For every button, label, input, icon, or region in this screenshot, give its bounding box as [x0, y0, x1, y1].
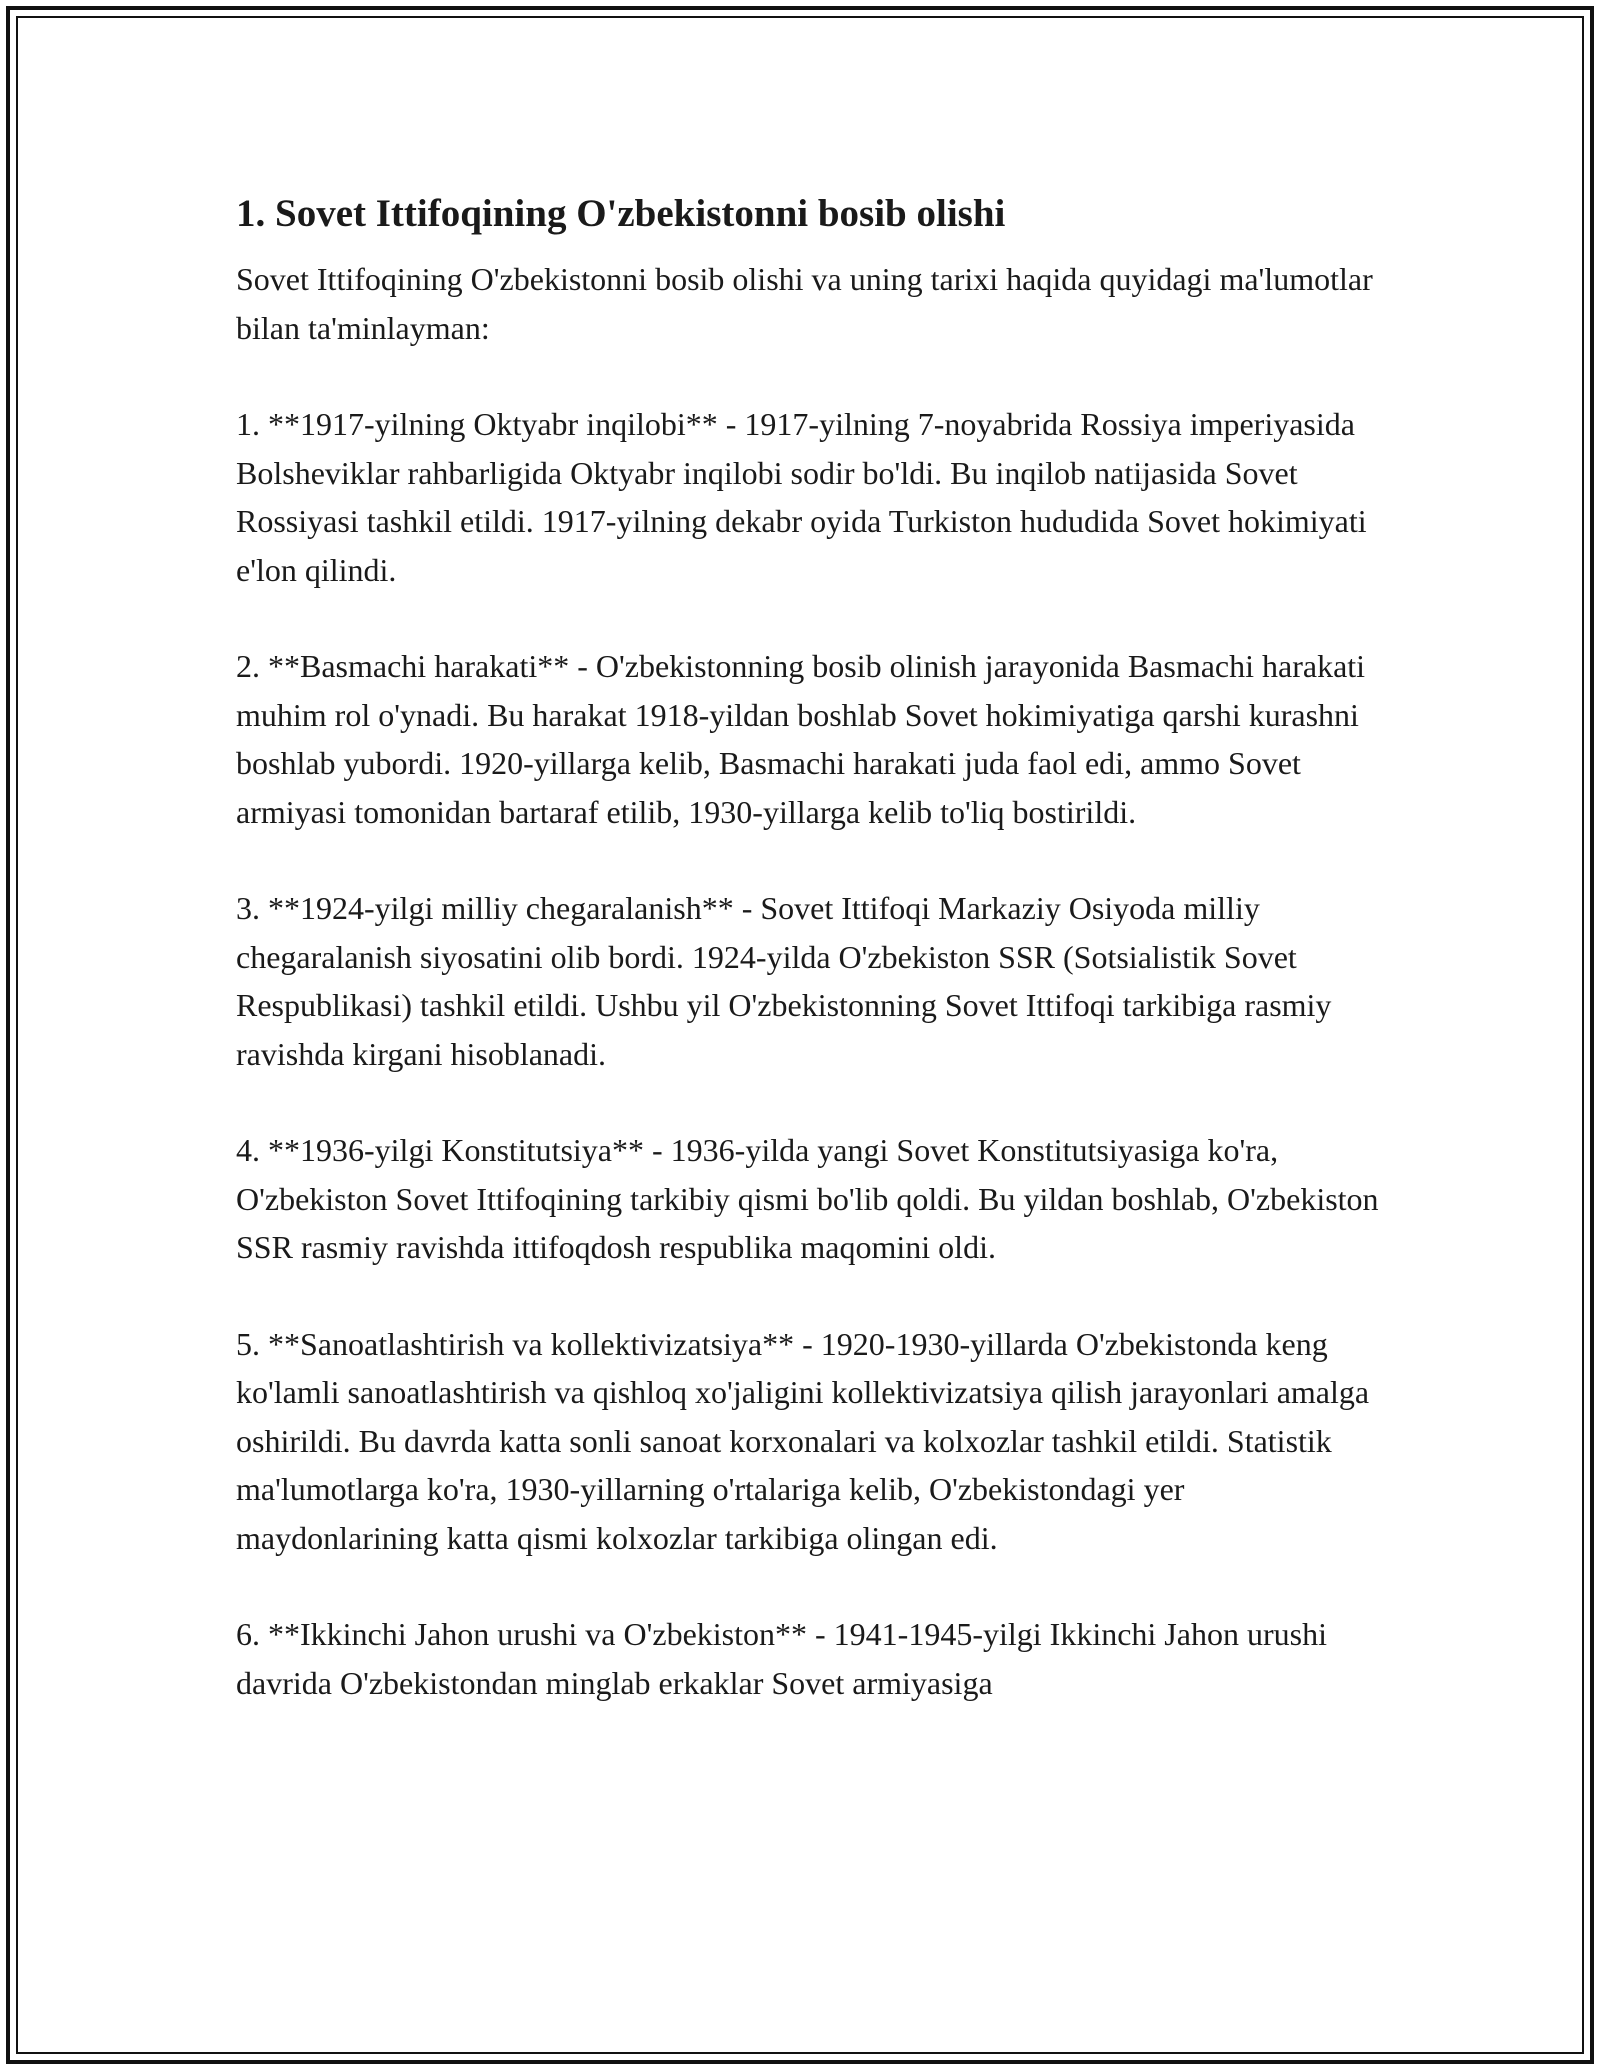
list-item-3: [236, 884, 1386, 1078]
page-title: 1. Sovet Ittifoqining O'zbekistonni bosib olishi: [236, 192, 1006, 235]
intro-paragraph: Sovet Ittifoqining O'zbekistonni bosib olishi va uning tarixi haqida quyidagi ma'lumotlar bilan ta'minlayman:: [236, 261, 1373, 346]
item-number: 1.: [236, 406, 260, 442]
item-number: 3.: [236, 890, 260, 926]
list-item-2: [236, 642, 1386, 836]
item-text: - 1941-1945-yilgi Ikkinchi Jahon urushi davrida O'zbekistondan minglab erkaklar Sovet armiyasiga: [236, 1616, 1327, 1701]
item-heading: **Sanoatlashtirish va kollektivizatsiya**: [268, 1325, 795, 1362]
list-item-5: [236, 1320, 1386, 1563]
item-text: - 1917-yilning 7-noyabrida Rossiya imperiyasida Bolsheviklar rahbarligida Oktyabr inqilobi sodir bo'ldi. Bu inqilob natijasida Sovet Rossiyasi tashkil etildi. 1917-yilning dekabr oyida Turkiston hududida Sovet hokimiyati e'lon qilindi.: [236, 406, 1367, 588]
document-body: [236, 186, 1386, 1707]
item-text: - O'zbekistonning bosib olinish jarayonida Basmachi harakati muhim rol o'ynadi. Bu harakat 1918-yildan boshlab Sovet hokimiyatiga qarshi kurashni boshlab yubordi. 1920-yillarga kelib, Basmachi harakati juda faol edi, ammo Sovet armiyasi tomonidan bartaraf etilib, 1930-yillarga kelib to'liq bostirildi.: [236, 648, 1366, 830]
list-item-4: [236, 1126, 1386, 1272]
item-heading: **1924-yilgi milliy chegaralanish**: [268, 890, 734, 926]
item-heading: **Ikkinchi Jahon urushi va O'zbekiston**: [268, 1616, 808, 1652]
item-text: - 1920-1930-yillarda O'zbekistonda keng ko'lamli sanoatlashtirish va qishloq xo'jaligini kollektivizatsiya qilish jarayonlari amalga oshirildi. Bu davrda katta sonli sanoat korxonalari va kolxozlar tashkil etildi. Statistik ma'lumotlarga ko'ra, 1930-yillarning o'rtalariga kelib, O'zbekistondagi yer maydonlarining katta qismi kolxozlar tarkibiga olingan edi.: [236, 1325, 1370, 1556]
list-item-1: [236, 400, 1386, 594]
item-number: 6.: [236, 1616, 260, 1652]
item-heading: **Basmachi harakati**: [268, 648, 570, 684]
item-text: - Sovet Ittifoqi Markaziy Osiyoda milliy chegaralanish siyosatini olib bordi. 1924-yilda O'zbekiston SSR (Sotsialistik Sovet Respublikasi) tashkil etildi. Ushbu yil O'zbekistonning Sovet Ittifoqi tarkibiga rasmiy ravishda kirgani hisoblanadi.: [236, 890, 1332, 1072]
item-heading: **1917-yilning Oktyabr inqilobi**: [268, 406, 718, 442]
item-number: 5.: [236, 1325, 260, 1362]
item-text: - 1936-yilda yangi Sovet Konstitutsiyasiga ko'ra, O'zbekiston Sovet Ittifoqining tarkibiy qismi bo'lib qoldi. Bu yildan boshlab, O'zbekiston SSR rasmiy ravishda ittifoqdosh respublika maqomini oldi.: [236, 1132, 1379, 1265]
item-heading: **1936-yilgi Konstitutsiya**: [268, 1132, 644, 1168]
list-item-6: [236, 1610, 1386, 1707]
item-number: 4.: [236, 1132, 260, 1168]
item-number: 2.: [236, 648, 260, 684]
